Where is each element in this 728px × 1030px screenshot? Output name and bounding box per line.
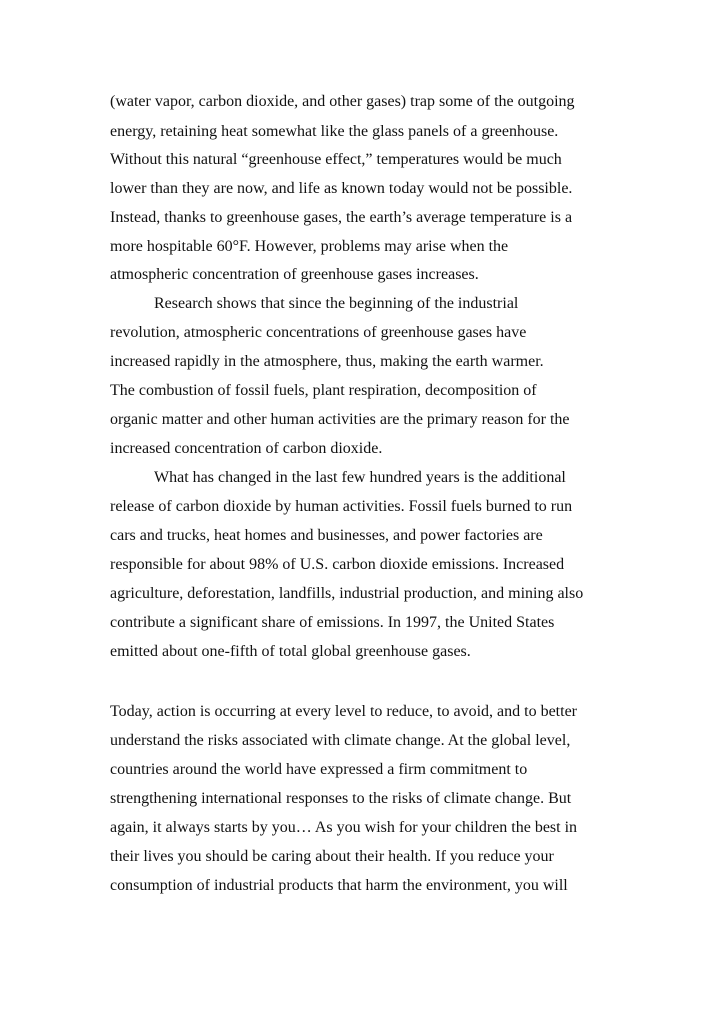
text-line: emitted about one-fifth of total global greenhouse gases.	[110, 643, 471, 660]
paragraph-start-line: What has changed in the last few hundred years is the additional	[154, 469, 566, 486]
text-line: The combustion of fossil fuels, plant respiration, decomposition of	[110, 382, 537, 399]
text-line: contribute a significant share of emissions. In 1997, the United States	[110, 614, 555, 631]
paragraph-start-line: Today, action is occurring at every level to reduce, to avoid, and to better	[110, 703, 577, 720]
text-line: revolution, atmospheric concentrations of greenhouse gases have	[110, 324, 527, 341]
text-line: organic matter and other human activities are the primary reason for the	[110, 411, 570, 428]
text-line: increased rapidly in the atmosphere, thus, making the earth warmer.	[110, 353, 544, 370]
text-line: responsible for about 98% of U.S. carbon dioxide emissions. Increased	[110, 556, 565, 573]
text-line: cars and trucks, heat homes and businesses, and power factories are	[110, 527, 543, 544]
text-line: strengthening international responses to the risks of climate change. But	[110, 790, 572, 807]
text-line: lower than they are now, and life as known today would not be possible.	[110, 180, 573, 197]
text-line: understand the risks associated with climate change. At the global level,	[110, 732, 571, 749]
text-line: agriculture, deforestation, landfills, industrial production, and mining also	[110, 585, 584, 602]
text-line: Instead, thanks to greenhouse gases, the earth’s average temperature is a	[110, 209, 573, 226]
text-line: increased concentration of carbon dioxide.	[110, 440, 383, 457]
text-line: countries around the world have expressed a firm commitment to	[110, 761, 528, 778]
text-line: release of carbon dioxide by human activities. Fossil fuels burned to run	[110, 498, 573, 515]
text-line: more hospitable 60°F. However, problems may arise when the	[110, 238, 509, 255]
text-line: consumption of industrial products that harm the environment, you will	[110, 877, 568, 894]
text-line: energy, retaining heat somewhat like the glass panels of a greenhouse.	[110, 123, 559, 140]
text-line: atmospheric concentration of greenhouse gases increases.	[110, 266, 479, 283]
text-line: their lives you should be caring about their health. If you reduce your	[110, 848, 554, 865]
paragraph-start-line: Research shows that since the beginning of the industrial	[154, 295, 519, 312]
text-line: again, it always starts by you… As you wish for your children the best in	[110, 819, 578, 836]
text-line: Without this natural “greenhouse effect,” temperatures would be much	[110, 151, 562, 168]
text-line: (water vapor, carbon dioxide, and other gases) trap some of the outgoing	[110, 93, 575, 110]
